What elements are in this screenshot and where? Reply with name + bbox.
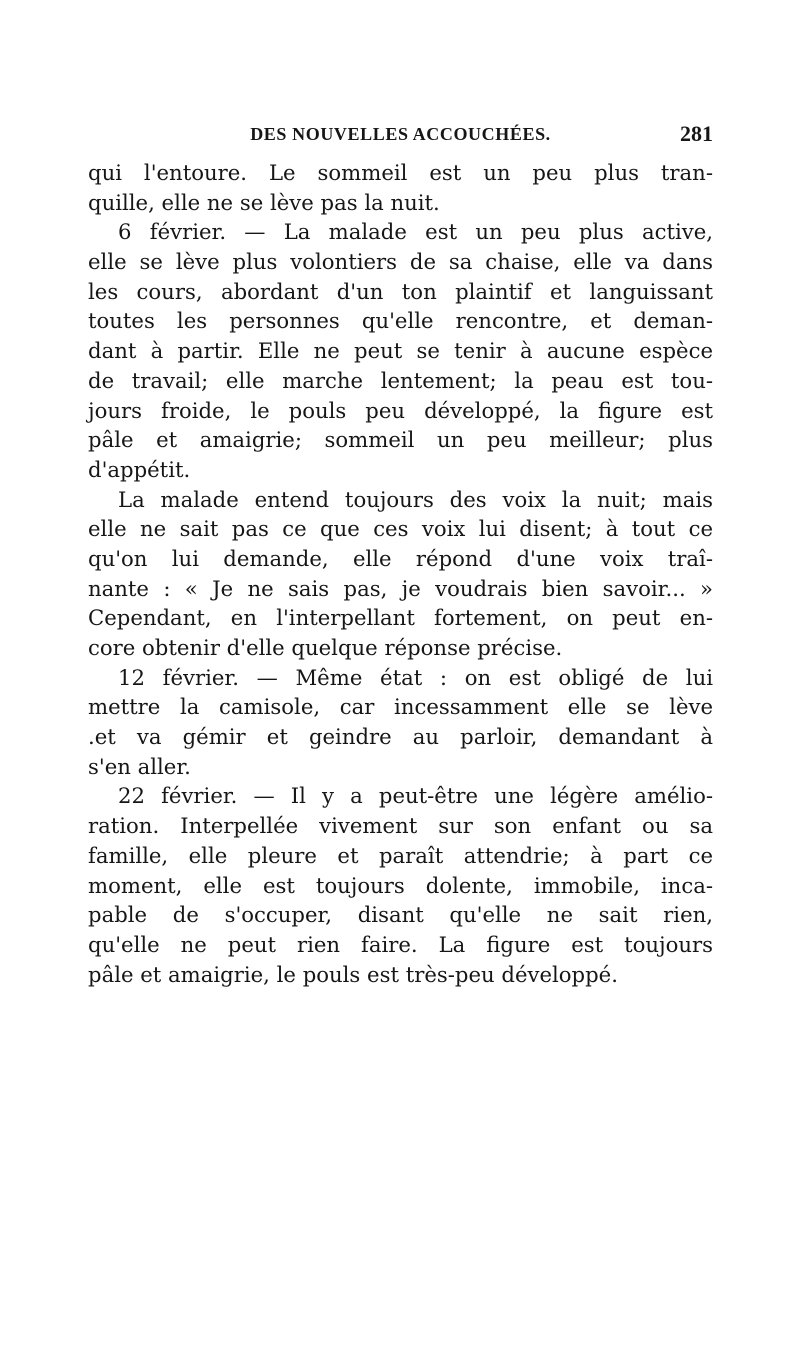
text-line: d'appétit.: [88, 456, 191, 482]
text-line: les cours, abordant d'un ton plaintif et languissant: [88, 278, 713, 304]
text-line: pâle et amaigrie; sommeil un peu meilleur; plus: [88, 427, 713, 453]
text-line: ration. Interpellée vivement sur son enfant ou sa: [88, 813, 713, 839]
text-line: elle ne sait pas ce que ces voix lui disent; à tout ce: [88, 516, 713, 542]
text-line: core obtenir d'elle quelque réponse précise.: [88, 635, 563, 660]
text-line: La malade entend toujours des voix la nuit; mais: [118, 486, 713, 512]
text-line: .et va gémir et geindre au parloir, demandant à: [88, 724, 713, 750]
text-line: moment, elle est toujours dolente, immobile, inca-: [88, 872, 713, 898]
text-line: pable de s'occuper, disant qu'elle ne sait rien,: [88, 902, 713, 928]
text-line: jours froide, le pouls peu développé, la figure est: [88, 397, 713, 423]
text-line: toutes les personnes qu'elle rencontre, et deman-: [88, 308, 713, 334]
text-line: 6 février. — La malade est un peu plus active,: [118, 219, 713, 245]
text-line: quille, elle ne se lève pas la nuit.: [88, 189, 440, 215]
text-line: qu'on lui demande, elle répond d'une voix traî-: [88, 545, 713, 571]
running-title: DES NOUVELLES ACCOUCHÉES.: [250, 124, 551, 144]
text-line: s'en aller.: [88, 753, 191, 779]
text-line: qu'elle ne peut rien faire. La figure est toujours: [88, 931, 713, 957]
text-line: nante : « Je ne sais pas, je voudrais bien savoir... »: [88, 575, 713, 601]
text-line: dant à partir. Elle ne peut se tenir à aucune espèce: [88, 338, 713, 364]
text-line: mettre la camisole, car incessamment elle se lève: [88, 694, 713, 720]
text-line: pâle et amaigrie, le pouls est très-peu développé.: [88, 961, 618, 987]
text-line: 22 février. — Il y a peut-être une légère amélio-: [118, 783, 713, 809]
text-line: famille, elle pleure et paraît attendrie; à part ce: [88, 842, 713, 868]
text-line: Cependant, en l'interpellant fortement, on peut en-: [88, 605, 713, 631]
text-line: qui l'entoure. Le sommeil est un peu plus tran-: [88, 160, 713, 185]
running-head: [88, 119, 713, 149]
page-number: 281: [680, 121, 713, 146]
body-text: [88, 158, 713, 989]
text-line: de travail; elle marche lentement; la peau est tou-: [88, 367, 713, 393]
text-line: elle se lève plus volontiers de sa chaise, elle va dans: [88, 249, 713, 275]
text-line: 12 février. — Même état : on est obligé de lui: [118, 664, 713, 690]
